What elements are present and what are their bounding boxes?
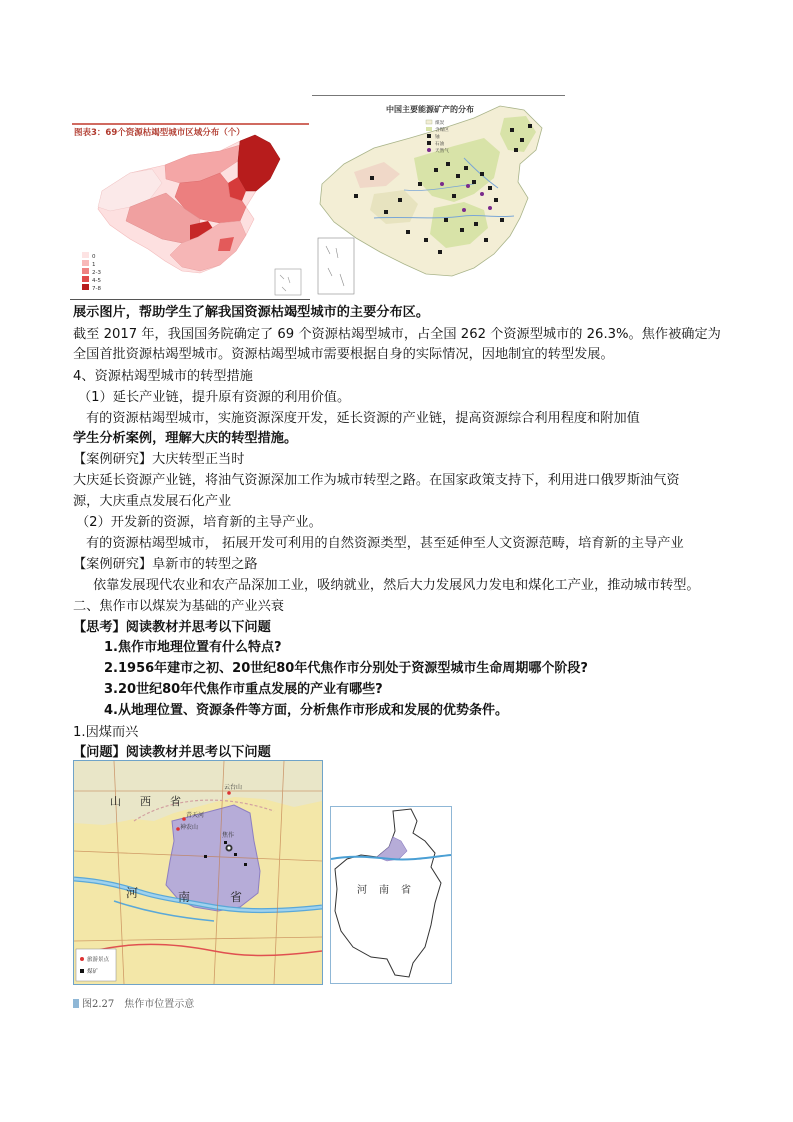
heading-transformation-measures: 4、资源枯竭型城市的转型措施 [73,369,253,384]
map-left-legend [76,949,116,981]
text-daqing-a: 大庆延长资源产业链，将油气资源深加工作为城市转型之路。在国家政策支持下，利用进口俄罗斯油气资 [73,473,680,488]
svg-text:1: 1 [92,262,96,268]
caption-marker [73,999,79,1008]
text-student-analysis: 学生分析案例，理解大庆的转型措施。 [73,431,298,446]
svg-text:煤矿: 煤矿 [87,969,99,975]
svg-text:青天河: 青天河 [186,812,205,819]
svg-text:河: 河 [357,885,367,896]
figure-jiaozuo-location-map [73,760,323,985]
text-measure-1-detail: 有的资源枯竭型城市，实施资源深度开发，延长资源的产业链，提高资源综合利用程度和附加值 [86,411,640,426]
question-1: 1.焦作市地理位置有什么特点? [104,640,282,655]
figure-right-title: 中国主要能源矿产的分布 [386,105,474,114]
svg-text:含煤区: 含煤区 [435,128,449,133]
text-measure-2: （2）开发新的资源，培育新的主导产业。 [76,515,322,530]
text-show-picture: 展示图片，帮助学生了解我国资源枯竭型城市的主要分布区。 [73,305,430,320]
figure-left-title: 图表3：69个资源枯竭型城市区域分布（个） [74,128,245,138]
heading-think: 【思考】阅读教材并思考以下问题 [73,620,271,635]
svg-text:4-5: 4-5 [92,278,101,284]
svg-text:焦作: 焦作 [222,832,235,839]
text-daqing-b: 源，大庆重点发展石化产业 [73,494,232,509]
figure-caption: 图2.27 焦作市位置示意 [73,995,194,1010]
heading-section-2: 二、焦作市以煤炭为基础的产业兴衰 [73,599,284,614]
question-4: 4.从地理位置、资源条件等方面，分析焦作市形成和发展的优势条件。 [104,703,508,718]
text-fuxin: 依靠发展现代农业和农产品深加工业，吸纳就业，然后大力发展风力发电和煤化工产业，推动城市转型。 [93,578,700,593]
svg-text:南: 南 [379,885,389,896]
svg-text:山: 山 [110,795,121,808]
text-measure-1: （1）延长产业链，提升原有资源的利用价值。 [78,390,351,405]
svg-text:云台山: 云台山 [224,784,243,791]
svg-text:天然气: 天然气 [435,149,449,154]
svg-text:煤炭: 煤炭 [435,121,445,126]
heading-case-daqing: 【案例研究】大庆转型正当时 [73,452,245,467]
figure-depleted-cities-map [70,121,311,299]
text-paragraph-1a: 截至 2017 年，我国国务院确定了 69 个资源枯竭型城市，占全国 262 个资源型城市的 26.3%。焦作被确定为 [73,327,721,342]
svg-text:0: 0 [92,254,96,260]
svg-text:河: 河 [126,886,139,900]
question-3: 3.20世纪80年代焦作市重点发展的产业有哪些? [104,682,383,697]
svg-text:省: 省 [401,885,411,896]
svg-text:省: 省 [170,795,181,808]
svg-text:2-3: 2-3 [92,270,101,276]
figure-energy-minerals-map [314,98,565,298]
figure-henan-province-map [330,806,452,984]
svg-text:神农山: 神农山 [180,824,199,831]
svg-text:石油: 石油 [435,142,445,147]
heading-problem: 【问题】阅读教材并思考以下问题 [73,745,271,760]
top-rule [312,95,565,96]
heading-rise-by-coal: 1.因煤而兴 [73,725,139,740]
heading-case-fuxin: 【案例研究】阜新市的转型之路 [73,557,258,572]
text-measure-2-detail: 有的资源枯竭型城市， 拓展开发可利用的自然资源类型，甚至延伸至人文资源范畴，培育新的主导产业 [86,536,684,551]
figure-bottom-rule [70,299,310,300]
svg-text:南: 南 [178,890,191,904]
svg-text:西: 西 [140,795,151,808]
svg-text:7-8: 7-8 [92,286,101,292]
svg-text:旅游景点: 旅游景点 [87,957,110,963]
svg-text:铀: 铀 [435,135,440,140]
question-2: 2.1956年建市之初、20世纪80年代焦作市分别处于资源型城市生命周期哪个阶段? [104,661,588,676]
svg-text:省: 省 [230,890,243,904]
text-paragraph-1b: 全国首批资源枯竭型城市。资源枯竭型城市需要根据自身的实际情况，因地制宜的转型发展。 [73,347,614,362]
